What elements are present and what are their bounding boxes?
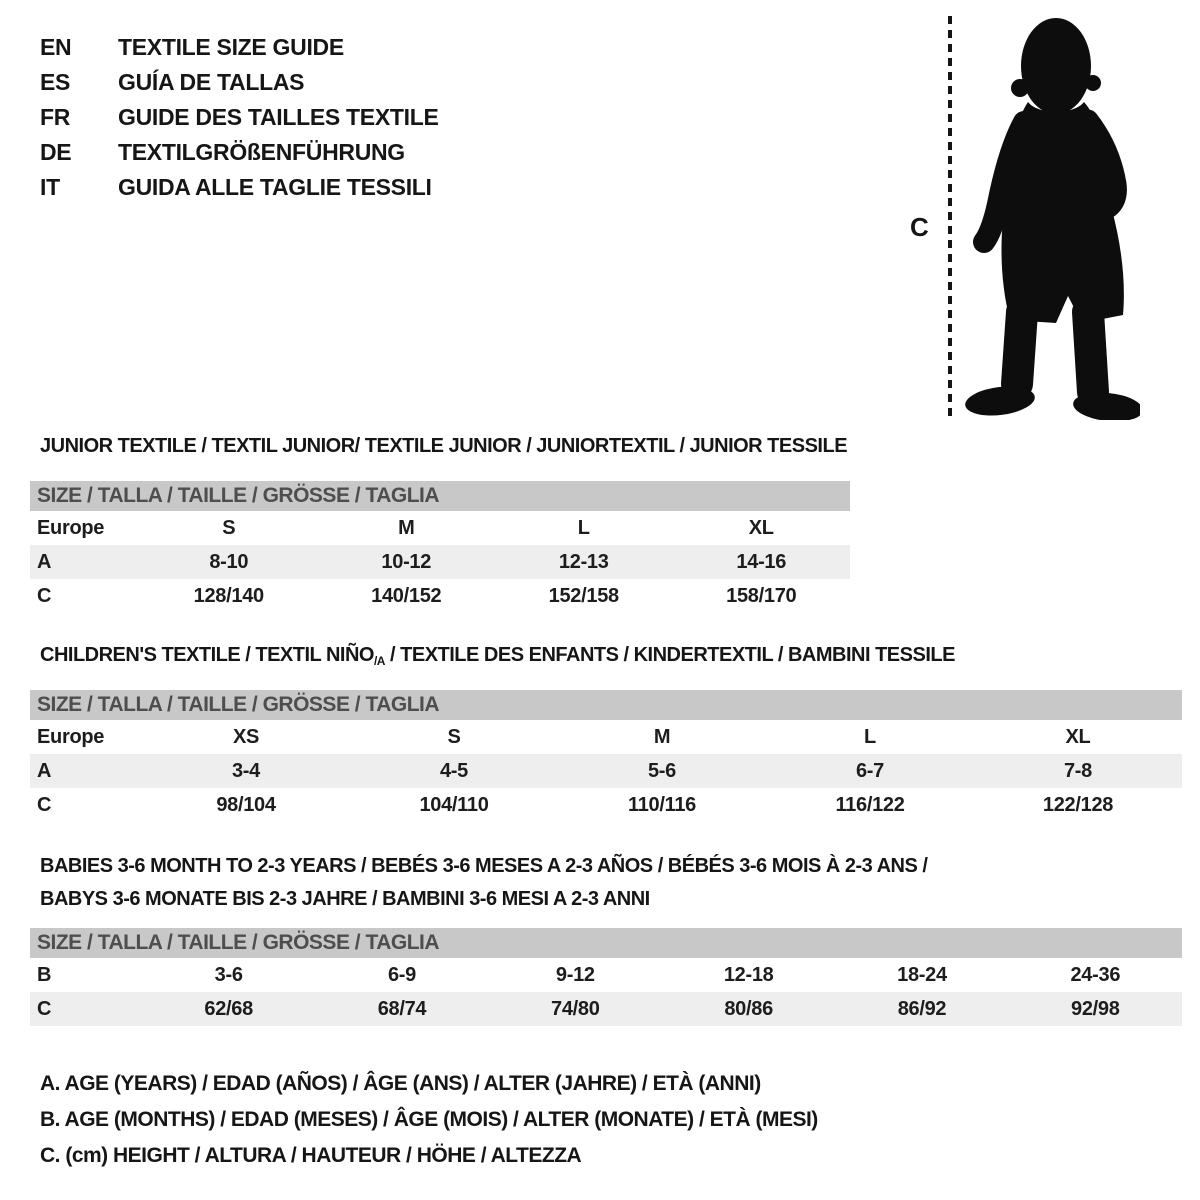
value-cell: 7-8 (974, 754, 1182, 788)
size-cell: S (447, 725, 461, 748)
value-cell: 5-6 (558, 754, 766, 788)
value-cell: 8-10 (140, 545, 318, 579)
guide-title: TEXTILE SIZE GUIDE (118, 34, 344, 60)
table-row-age (30, 545, 850, 579)
guide-title: GUIDE DES TAILLES TEXTILE (118, 104, 439, 130)
value-cell: 104/110 (419, 793, 489, 816)
row-label: B (37, 963, 52, 986)
height-dashed-line (948, 16, 952, 418)
value-cell: 116/122 (835, 793, 905, 816)
value-cell: 9-12 (555, 963, 595, 986)
language-code: EN (40, 34, 72, 60)
value-cell: 24-36 (1070, 963, 1121, 986)
junior-size-table (30, 481, 850, 613)
language-row (40, 100, 439, 135)
size-header-bar: SIZE / TALLA / TAILLE / GRÖSSE / TAGLIA (30, 481, 850, 511)
row-label: C (37, 584, 52, 607)
value-cell: 6-7 (766, 754, 974, 788)
size-cell: XL (1065, 725, 1091, 748)
title-subscript: /A (373, 654, 385, 668)
size-cell: S (222, 516, 236, 539)
size-cell: XL (748, 516, 774, 539)
guide-title: GUÍA DE TALLAS (118, 69, 305, 95)
section-title-babies (40, 850, 927, 916)
row-label: Europe (37, 516, 105, 539)
table-row-age (30, 754, 1182, 788)
toddler-silhouette-icon (960, 14, 1140, 420)
legend-line-c: C. (cm) HEIGHT / ALTURA / HAUTEUR / HÖHE / ALTEZZA (40, 1144, 582, 1167)
legend-line-a: A. AGE (YEARS) / EDAD (AÑOS) / ÂGE (ANS) / ALTER (JAHRE) / ETÀ (ANNI) (40, 1072, 761, 1095)
section-title-children (40, 643, 955, 673)
size-cell: XS (232, 725, 260, 748)
table-row-months (30, 958, 1182, 992)
guide-title: GUIDA ALLE TAGLIE TESSILI (118, 174, 432, 200)
value-cell: 80/86 (662, 992, 835, 1026)
language-code: FR (40, 104, 71, 130)
size-cell: M (398, 516, 415, 539)
value-cell: 158/170 (726, 584, 797, 607)
language-row (40, 135, 439, 170)
size-header-bar: SIZE / TALLA / TAILLE / GRÖSSE / TAGLIA (30, 690, 1182, 720)
size-cell: L (864, 725, 876, 748)
value-cell: 3-4 (142, 754, 350, 788)
title-text: CHILDREN'S TEXTILE / TEXTIL NIÑO (40, 644, 374, 666)
value-cell: 74/80 (489, 992, 662, 1026)
language-row (40, 65, 439, 100)
value-cell: 122/128 (1042, 793, 1114, 816)
language-code: IT (40, 174, 60, 200)
value-cell: 4-5 (350, 754, 558, 788)
language-row (40, 170, 439, 205)
title-line: BABIES 3-6 MONTH TO 2-3 YEARS / BEBÉS 3-6 MESES A 2-3 AÑOS / BÉBÉS 3-6 MOIS À 2-3 ANS / (40, 855, 928, 877)
measurement-legend (40, 1066, 818, 1174)
language-row (40, 30, 439, 65)
value-cell: 18-24 (897, 963, 947, 986)
value-cell: 140/152 (371, 584, 442, 607)
value-cell: 14-16 (673, 545, 851, 579)
children-size-table (30, 690, 1182, 822)
value-cell: 86/92 (835, 992, 1008, 1026)
height-measure-label: C (910, 212, 929, 242)
table-row-height (30, 992, 1182, 1026)
language-title-list (40, 30, 439, 205)
value-cell: 12-18 (723, 963, 774, 986)
value-cell: 62/68 (142, 992, 315, 1026)
row-label: Europe (37, 725, 105, 748)
size-header-bar: SIZE / TALLA / TAILLE / GRÖSSE / TAGLIA (30, 928, 1182, 958)
section-title-junior: JUNIOR TEXTILE / TEXTIL JUNIOR/ TEXTILE JUNIOR / JUNIORTEXTIL / JUNIOR TESSILE (40, 435, 848, 457)
value-cell: 10-12 (318, 545, 496, 579)
language-code: DE (40, 139, 72, 165)
value-cell: 128/140 (193, 584, 264, 607)
table-row-height (30, 788, 1182, 822)
value-cell: 110/116 (628, 793, 696, 816)
language-code: ES (40, 69, 71, 95)
guide-title: TEXTILGRÖßENFÜHRUNG (118, 139, 405, 165)
value-cell: 12-13 (495, 545, 673, 579)
table-row-europe (30, 511, 850, 545)
value-cell: 3-6 (214, 963, 243, 986)
size-cell: L (577, 516, 590, 539)
row-label: C (37, 793, 52, 816)
value-cell: 68/74 (315, 992, 488, 1026)
row-label: A (30, 754, 142, 788)
title-text: / TEXTILE DES ENFANTS / KINDERTEXTIL / BAMBINI TESSILE (384, 644, 955, 666)
row-label: C (30, 992, 142, 1026)
value-cell: 92/98 (1009, 992, 1182, 1026)
value-cell: 6-9 (387, 963, 416, 986)
legend-line-b: B. AGE (MONTHS) / EDAD (MESES) / ÂGE (MOIS) / ALTER (MONATE) / ETÀ (MESI) (40, 1108, 818, 1131)
title-line: BABYS 3-6 MONATE BIS 2-3 JAHRE / BAMBINI 3-6 MESI A 2-3 ANNI (40, 888, 650, 910)
table-row-europe (30, 720, 1182, 754)
size-cell: M (653, 725, 671, 748)
value-cell: 152/158 (548, 584, 619, 607)
row-label: A (30, 545, 140, 579)
table-row-height (30, 579, 850, 613)
value-cell: 98/104 (216, 793, 276, 816)
babies-size-table (30, 928, 1182, 1026)
